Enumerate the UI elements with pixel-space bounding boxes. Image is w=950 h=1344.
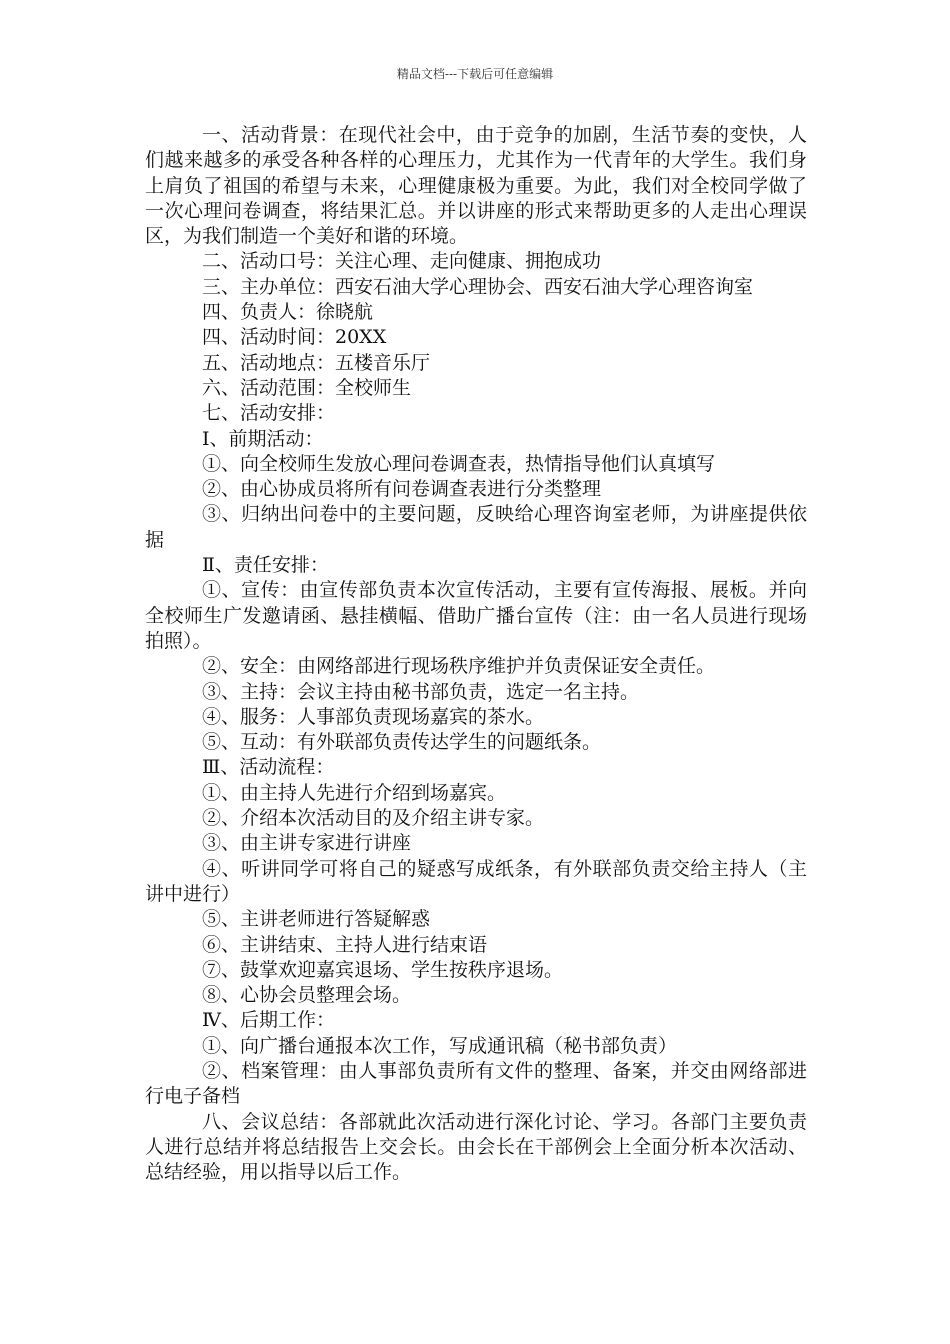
- document-body: [145, 123, 807, 1185]
- list-item: ②、安全：由网络部进行现场秩序维护并负责保证安全责任。: [202, 655, 716, 678]
- paragraph-organizer: 三、主办单位：西安石油大学心理协会、西安石油大学心理咨询室: [202, 275, 754, 298]
- paragraph-slogan: 二、活动口号：关注心理、走向健康、拥抱成功: [202, 250, 602, 273]
- list-item: ⑤、主讲老师进行答疑解惑: [202, 908, 431, 931]
- section-heading-followup: Ⅳ、后期工作：: [202, 1009, 335, 1032]
- paragraph-arrangement: 七、活动安排：: [202, 402, 336, 425]
- paragraph-location: 五、活动地点：五楼音乐厅: [202, 351, 431, 374]
- paragraph-person-in-charge: 四、负责人：徐晓航: [202, 301, 374, 324]
- list-item: ②、由心协成员将所有问卷调查表进行分类整理: [202, 478, 602, 501]
- list-item: ①、向广播台通报本次工作，写成通讯稿（秘书部负责）: [202, 1034, 678, 1057]
- list-item: ⑧、心协会员整理会场。: [202, 984, 412, 1007]
- list-item: ①、向全校师生发放心理问卷调查表，热情指导他们认真填写: [202, 452, 716, 475]
- list-item: ⑥、主讲结束、主持人进行结束语: [202, 933, 488, 956]
- section-heading-preliminary: Ⅰ、前期活动：: [202, 427, 324, 450]
- list-item: ⑦、鼓掌欢迎嘉宾退场、学生按秩序退场。: [202, 958, 564, 981]
- page-header: 精品文档---下载后可任意编辑: [396, 67, 554, 81]
- paragraph-summary: 八、会议总结：各部就此次活动进行深化讨论、学习。各部门主要负责人进行总结并将总结报告上交会长。由会长在干部例会上全面分析本次活动、总结经验，用以指导以后工作。: [145, 1110, 807, 1184]
- list-item: ②、档案管理：由人事部负责所有文件的整理、备案，并交由网络部进行电子备档: [145, 1059, 807, 1108]
- paragraph-scope: 六、活动范围：全校师生: [202, 376, 412, 399]
- paragraph-time: 四、活动时间：20XX: [202, 326, 387, 349]
- list-item: ①、宣传：由宣传部负责本次宣传活动，主要有宣传海报、展板。并向全校师生广发邀请函、悬挂横幅、借助广播台宣传（注：由一名人员进行现场拍照）。: [145, 579, 807, 652]
- section-heading-responsibilities: Ⅱ、责任安排：: [202, 554, 329, 577]
- list-item: ④、服务：人事部负责现场嘉宾的茶水。: [202, 705, 545, 728]
- list-item: ⑤、互动：有外联部负责传达学生的问题纸条。: [202, 731, 602, 754]
- paragraph-background: 一、活动背景：在现代社会中，由于竞争的加剧，生活节奏的变快，人们越来越多的承受各种各样的心理压力，尤其作为一代青年的大学生。我们身上肩负了祖国的希望与未来，心理健康极为重要。为此，我们对全校同学做了一次心理问卷调查，将结果汇总。并以讲座的形式来帮助更多的人走出心理误区，为我们制造一个美好和谐的环境。: [145, 124, 807, 248]
- list-item: ④、听讲同学可将自己的疑惑写成纸条，有外联部负责交给主持人（主讲中进行）: [145, 857, 807, 905]
- list-item: ③、归纳出问卷中的主要问题，反映给心理咨询室老师，为讲座提供依据: [145, 503, 807, 551]
- list-item: ③、由主讲专家进行讲座: [202, 832, 412, 855]
- list-item: ②、介绍本次活动目的及介绍主讲专家。: [202, 807, 545, 830]
- section-heading-process: Ⅲ、活动流程：: [202, 756, 335, 779]
- list-item: ①、由主持人先进行介绍到场嘉宾。: [202, 781, 507, 804]
- list-item: ③、主持：会议主持由秘书部负责，选定一名主持。: [202, 680, 640, 703]
